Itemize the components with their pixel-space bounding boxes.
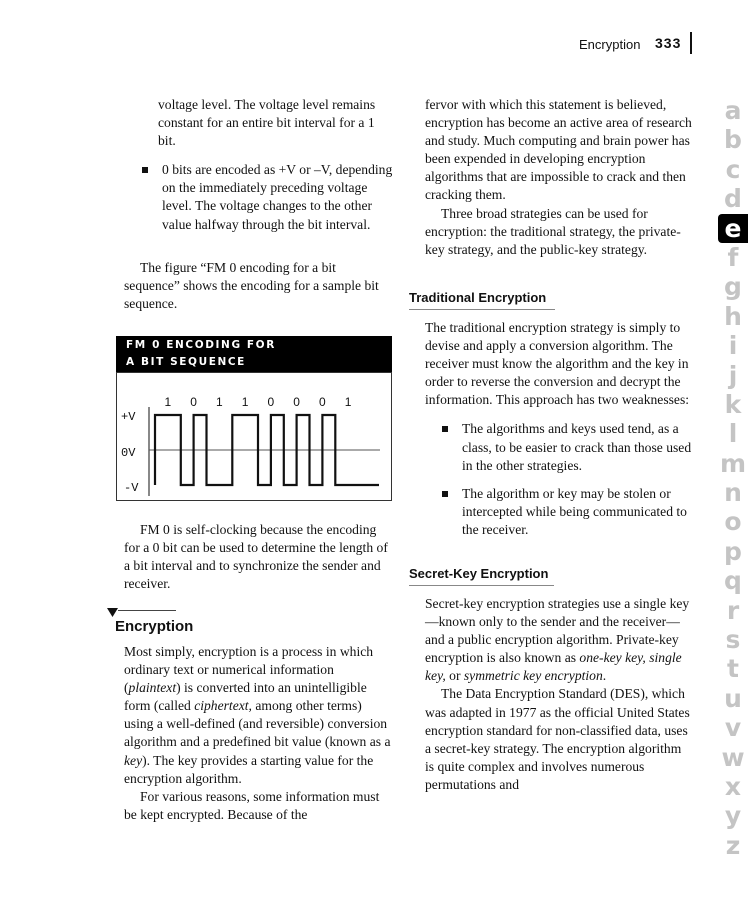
bit-label: 1 <box>241 395 249 409</box>
thumb-index-letter-b: b <box>724 125 742 155</box>
thumb-index-letter-w: w <box>721 742 745 772</box>
text-run: Most simply, encryption is a process in which ordinary text or numerical information ( <box>124 644 374 696</box>
figure-title-line-2: A BIT SEQUENCE <box>126 356 246 368</box>
subheading-traditional-encryption: Traditional Encryption <box>409 290 547 305</box>
thumb-index-letter-d: d <box>724 184 742 214</box>
term-symmetric-key: symmetric key encryption <box>463 668 603 684</box>
bit-label: 0 <box>293 395 300 409</box>
text-run: among other terms) using a well-defined (and reversible) conversion algorithm and a predefined bit value (known as a <box>124 698 391 750</box>
text-run: ) is converted into an unintelligible form (called <box>124 680 367 714</box>
thumb-index-letter-f: f <box>727 242 739 272</box>
thumb-index-letter-c: c <box>725 154 741 184</box>
thumb-index-letter-i: i <box>728 331 738 361</box>
label-minus-v: -V <box>124 481 139 495</box>
running-header-title: Encryption <box>579 37 641 52</box>
bullet-item: The algorithm or key may be stolen or intercepted while being communicated to the receiver. <box>442 485 692 539</box>
subheading-secret-key-encryption: Secret-Key Encryption <box>409 566 549 581</box>
figure-title-line-1: FM 0 ENCODING FOR <box>126 339 276 351</box>
bit-label: 0 <box>267 395 275 409</box>
term-plaintext: plaintext <box>128 680 177 696</box>
subheading-rule <box>409 309 555 310</box>
thumb-index-letter-v: v <box>724 713 742 743</box>
thumb-index-letter-k: k <box>724 389 742 419</box>
thumb-index-letter-n: n <box>724 478 742 508</box>
right-column-traditional <box>425 319 692 539</box>
text-run: ). The key provides a starting value for the encryption algorithm. <box>124 752 374 786</box>
thumb-index <box>718 96 748 860</box>
thumb-index-letter-l: l <box>728 419 738 449</box>
thumb-index-letter-e: e <box>718 214 748 243</box>
thumb-index-letter-o: o <box>724 507 742 537</box>
thumb-index-letter-t: t <box>727 654 739 684</box>
bit-label: 1 <box>164 395 172 409</box>
left-column-figure-ref <box>124 259 392 313</box>
figure-box <box>116 372 392 501</box>
bit-label: 1 <box>216 395 223 409</box>
bit-label: 1 <box>344 395 352 409</box>
thumb-index-letter-s: s <box>725 625 741 655</box>
header-rule <box>690 32 692 54</box>
thumb-index-letter-r: r <box>726 595 740 625</box>
left-column-encryption <box>124 643 392 824</box>
paragraph: For various reasons, some information must be kept encrypted. Because of the <box>124 788 380 822</box>
paragraph <box>124 643 392 788</box>
thumb-index-letter-g: g <box>724 272 742 302</box>
label-zero-v: 0V <box>121 446 136 460</box>
term-key: key <box>124 752 143 768</box>
text-run: . <box>602 668 607 684</box>
right-column-top <box>425 96 692 259</box>
subheading-rule <box>409 585 554 586</box>
thumb-index-letter-u: u <box>724 683 742 713</box>
term-ciphertext: ciphertext, <box>194 698 252 714</box>
thumb-index-letter-m: m <box>719 448 747 478</box>
thumb-index-letter-x: x <box>724 771 742 801</box>
page-number: 333 <box>655 35 682 51</box>
bit-label: 0 <box>319 395 326 409</box>
left-column-top <box>142 96 395 234</box>
paragraph: fervor with which this statement is believed, encryption has become an active area of research and study. Much computing and brain power has been expended in developing encryption algorithms that are impossible to crack and then cracking them. <box>425 97 692 203</box>
bit-label: 0 <box>190 395 197 409</box>
paragraph: The Data Encryption Standard (DES), which was adapted in 1977 as the official United States encryption standard for non-classified data, uses a secret-key strategy. The encryption algorithm is quite complex and involves numerous permutations and <box>425 686 690 792</box>
right-column-secret-key <box>425 595 692 794</box>
thumb-index-letter-y: y <box>724 801 742 831</box>
thumb-index-letter-h: h <box>724 301 742 331</box>
term-one-key: one-key key, single key, <box>425 650 682 684</box>
fm0-waveform-diagram <box>117 373 391 500</box>
left-column-self-clocking <box>124 521 392 593</box>
thumb-index-letter-a: a <box>724 96 742 125</box>
text-run: or <box>445 668 464 684</box>
paragraph: The traditional encryption strategy is simply to devise and apply a conversion algorithm. The receiver must know the algorithm and the key in order to reverse the conversion and decrypt the information. This approach has two weaknesses: <box>425 320 690 408</box>
bullet-item: 0 bits are encoded as +V or –V, depending on the immediately preceding voltage level. The voltage changes to the other value halfway through the bit interval. <box>142 161 395 233</box>
thumb-index-letter-p: p <box>724 536 742 566</box>
thumb-index-letter-z: z <box>725 830 741 860</box>
thumb-index-letter-j: j <box>728 360 738 390</box>
section-rule <box>118 610 176 611</box>
paragraph: FM 0 is self-clocking because the encoding for a 0 bit can be used to determine the length of a bit interval and to synchronize the sender and receiver. <box>124 522 388 592</box>
label-plus-v: +V <box>121 410 136 424</box>
section-heading-encryption: Encryption <box>115 618 194 635</box>
text-run: Secret-key encryption strategies use a single key—known only to the sender and the receiver—and a public encryption algorithm. Private-key encryption is also known as <box>425 596 690 666</box>
paragraph: Three broad strategies can be used for encryption: the traditional strategy, the private-key strategy, and the public-key strategy. <box>425 205 681 257</box>
figure-title <box>116 336 392 372</box>
bullet-item: The algorithms and keys used tend, as a class, to be easier to crack than those used in the other strategies. <box>442 420 692 474</box>
paragraph <box>425 595 692 685</box>
paragraph: The figure “FM 0 encoding for a bit sequence” shows the encoding for a sample bit sequence. <box>124 260 379 312</box>
thumb-index-letter-q: q <box>724 566 742 596</box>
paragraph: voltage level. The voltage level remains constant for an entire bit interval for a 1 bit. <box>158 97 376 149</box>
